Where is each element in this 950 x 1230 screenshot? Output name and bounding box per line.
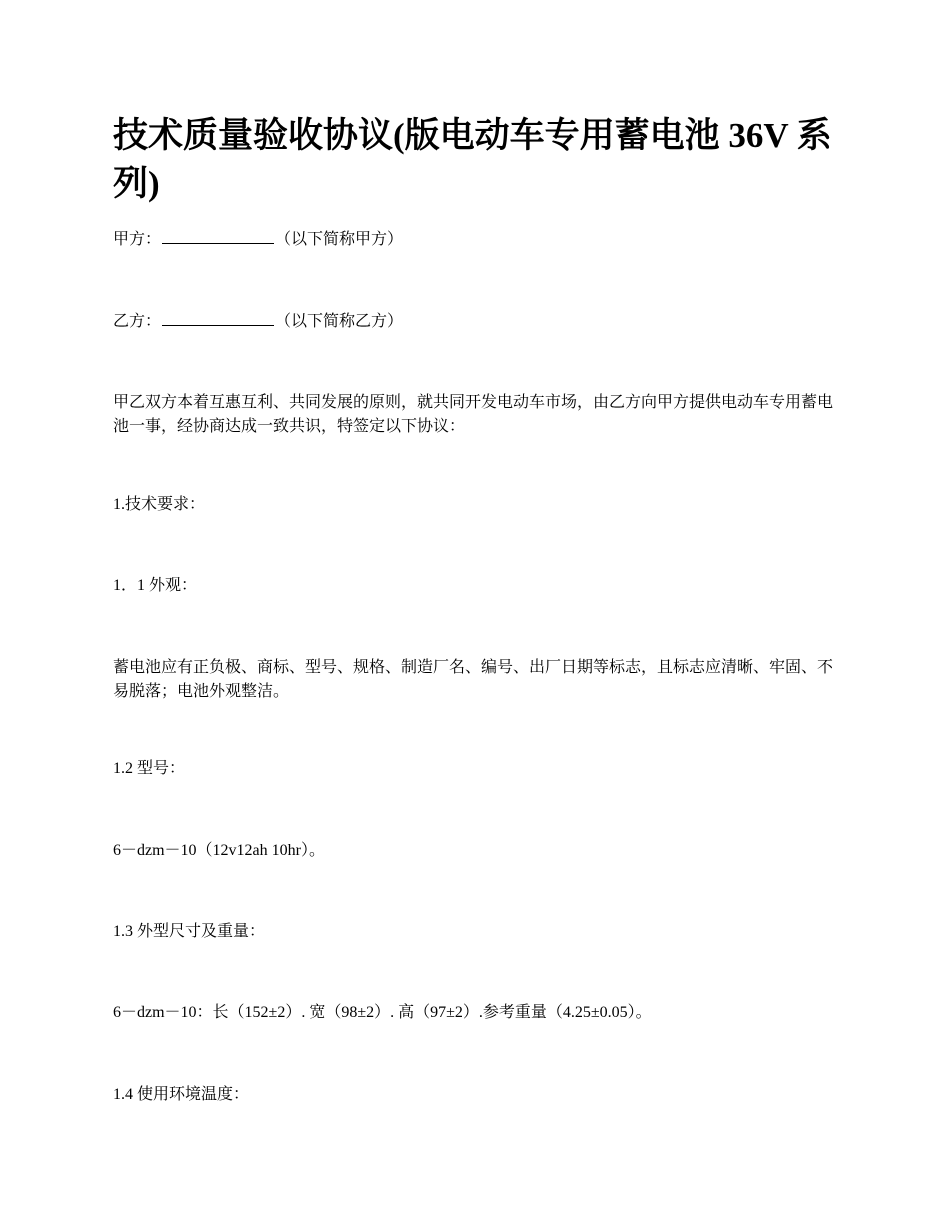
- party-a-suffix: （以下简称甲方）: [275, 231, 404, 248]
- party-b-suffix: （以下简称乙方）: [275, 313, 404, 330]
- section-1-heading: 1.技术要求：: [113, 496, 206, 513]
- section-1-2-heading: 1.2 型号：: [113, 760, 186, 777]
- section-1-3-heading: 1.3 外型尺寸及重量：: [113, 923, 266, 940]
- party-b-blank: [162, 310, 274, 326]
- section-1-3-body: 6－dzm－10：长（152±2）. 宽（98±2）. 高（97±2）.参考重量（4.25±0.05）。: [113, 1004, 652, 1021]
- section-1-1-body: 蓄电池应有正负极、商标、型号、规格、制造厂名、编号、出厂日期等标志，且标志应清晰、牢固、不易脱落；电池外观整洁。: [113, 659, 834, 700]
- party-a-line: [113, 228, 843, 252]
- party-b-line: [113, 310, 843, 334]
- section-1-1-heading: 1．1 外观：: [113, 577, 198, 594]
- document-title: 技术质量验收协议(版电动车专用蓄电池 36V 系列): [113, 116, 832, 203]
- section-1-2-body: 6－dzm－10（12v12ah 10hr）。: [113, 842, 325, 859]
- party-a-label: 甲方：: [113, 231, 162, 248]
- party-b-label: 乙方：: [113, 313, 162, 330]
- intro-paragraph: 甲乙双方本着互惠互利、共同发展的原则，就共同开发电动车市场，由乙方向甲方提供电动车专用蓄电池一事，经协商达成一致共识，特签定以下协议：: [113, 394, 834, 435]
- party-a-blank: [162, 228, 274, 244]
- section-1-4-heading: 1.4 使用环境温度：: [113, 1086, 250, 1103]
